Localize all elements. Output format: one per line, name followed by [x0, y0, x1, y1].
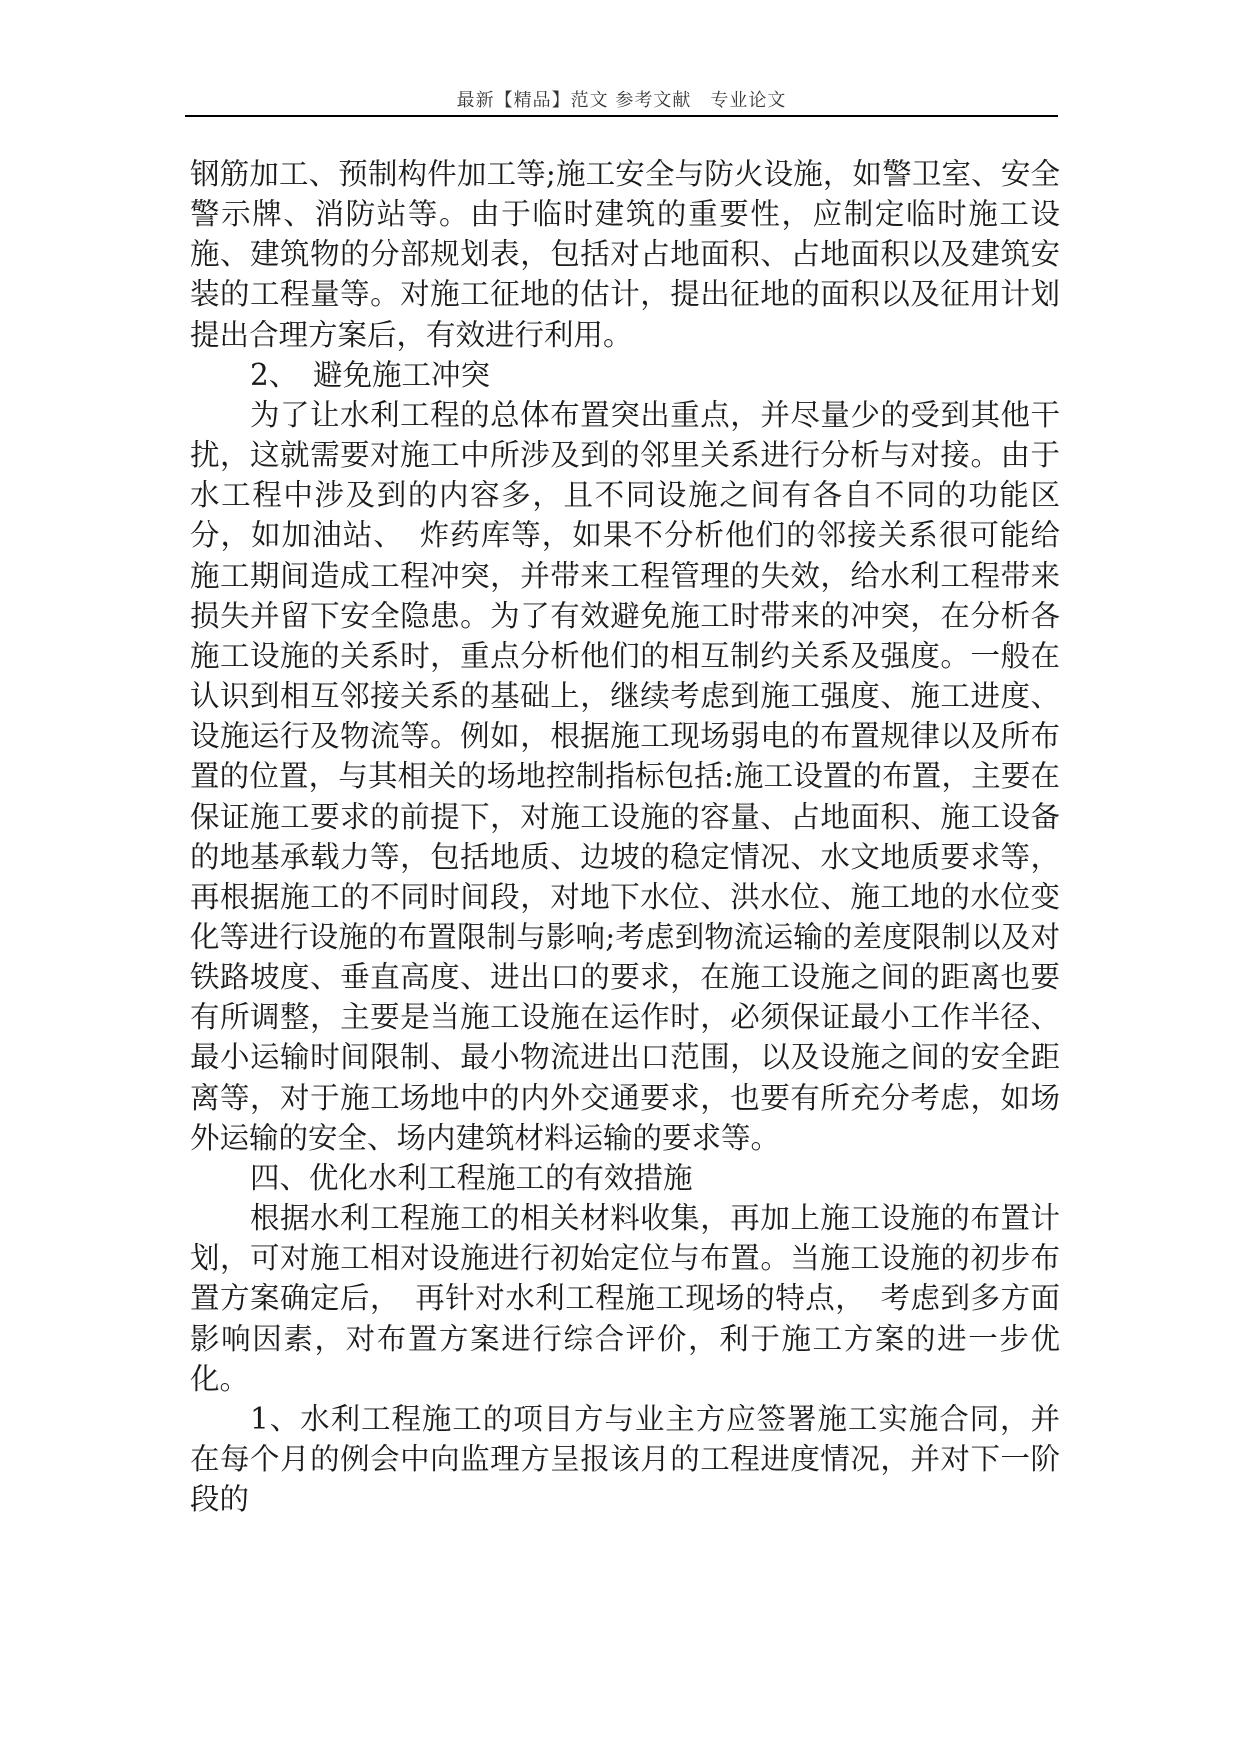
paragraph-contract-progress: 1、水利工程施工的项目方与业主方应签署施工实施合同，并在每个月的例会中向监理方呈报该月的工程进度情况，并对下一阶段的: [190, 1401, 1060, 1517]
paragraph-adjacency-analysis: 为了让水利工程的总体布置突出重点，并尽量少的受到其他干扰，这就需要对施工中所涉及到的邻里关系进行分析与对接。由于水工程中涉及到的内容多，且不同设施之间有各自不同的功能区分，如加油站、 炸药库等，如果不分析他们的邻接关系很可能给施工期间造成工程冲突，并带来工程管理的失效，给水利工程带来损失并留下安全隐患。为了有效避免施工时带来的冲突，在分析各施工设施的关系时，重点分析他们的相互制约关系及强度。一般在认识到相互邻接关系的基础上，继续考虑到施工强度、施工进度、设施运行及物流等。例如，根据施工现场弱电的布置规律以及所布置的位置，与其相关的场地控制指标包括:施工设置的布置，主要在保证施工要求的前提下，对施工设施的容量、占地面积、施工设备的地基承载力等，包括地质、边坡的稳定情况、水文地质要求等，再根据施工的不同时间段，对地下水位、洪水位、施工地的水位变化等进行设施的布置限制与影响;考虑到物流运输的差度限制以及对铁路坡度、垂直高度、进出口的要求，在施工设施之间的距离也要有所调整，主要是当施工设施在运作时，必须保证最小工作半径、最小运输时间限制、最小物流进出口范围，以及设施之间的安全距离等，对于施工场地中的内外交通要求，也要有所充分考虑，如场外运输的安全、场内建筑材料运输的要求等。: [190, 397, 1060, 1155]
heading-avoid-conflict: 2、 避免施工冲突: [250, 357, 491, 392]
paragraph-facilities: 钢筋加工、预制构件加工等;施工安全与防火设施，如警卫室、安全警示牌、消防站等。由于临时建筑的重要性，应制定临时施工设施、建筑物的分部规划表，包括对占地面积、占地面积以及建筑安装的工程量等。对施工征地的估计，提出征地的面积以及征用计划提出合理方案后，有效进行利用。: [190, 157, 1060, 352]
heading-optimization-measures: 四、优化水利工程施工的有效措施: [250, 1160, 693, 1195]
paragraph-layout-evaluation: 根据水利工程施工的相关材料收集，再加上施工设施的布置计划，可对施工相对设施进行初始定位与布置。当施工设施的初步布置方案确定后， 再针对水利工程施工现场的特点， 考虑到多方面影响因素，对布置方案进行综合评价，利于施工方案的进一步优化。: [190, 1201, 1060, 1396]
header-divider: [185, 115, 1058, 117]
document-body: [190, 154, 1060, 1519]
page-header: 最新【精品】范文 参考文献 专业论文: [456, 90, 787, 111]
